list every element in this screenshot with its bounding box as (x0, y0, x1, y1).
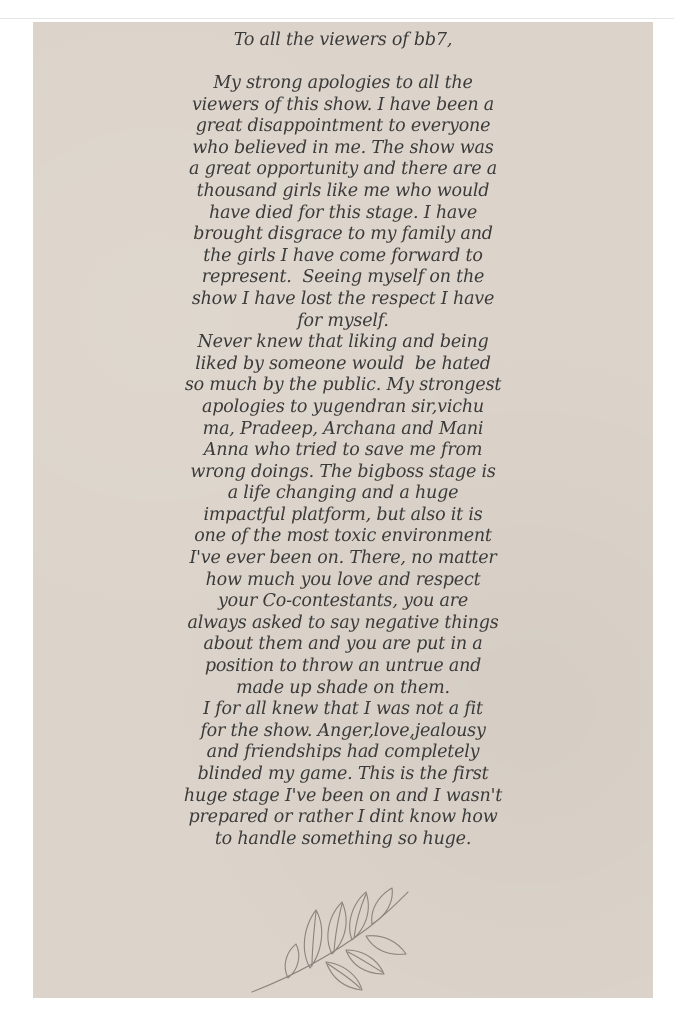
letter-line: apologies to yugendran sir,vichu (202, 396, 484, 417)
letter-greeting: To all the viewers of bb7, (233, 30, 453, 50)
letter-line: viewers of this show. I have been a (191, 94, 495, 115)
paragraph-gap (33, 52, 653, 73)
letter-line: position to throw an untrue and (204, 656, 482, 677)
letter-line: for the show. Anger,love,jealousy (200, 720, 486, 741)
letter-line: one of the most toxic environment (194, 526, 492, 547)
letter-line: Anna who tried to save me from (203, 440, 483, 461)
letter-line: show I have lost the respect I have (191, 288, 495, 309)
letter-line: always asked to say negative things (187, 612, 499, 633)
letter-line: I've ever been on. There, no matter (189, 548, 497, 569)
letter-line: thousand girls like me who would (196, 180, 490, 201)
letter-line: how much you love and respect (205, 569, 481, 590)
letter-line: made up shade on them. (236, 677, 450, 698)
letter-line: impactful platform, but also it is (203, 504, 483, 525)
letter-line: about them and you are put in a (203, 634, 483, 655)
letter-line: My strong apologies to all the (213, 73, 473, 93)
letter-line: huge stage I've been on and I wasn't (183, 785, 503, 806)
leaf-branch-icon (248, 880, 418, 1000)
letter-line: to handle something so huge. (214, 828, 472, 849)
letter-line: great disappointment to everyone (195, 116, 491, 137)
letter-card (33, 22, 653, 998)
letter-line: I for all knew that I was not a fit (203, 699, 483, 720)
letter-line: blinded my game. This is the first (197, 764, 489, 784)
divider (0, 18, 674, 19)
letter-line: so much by the public. My strongest (184, 375, 502, 396)
letter-lines (33, 73, 653, 850)
letter-line: prepared or rather I dint know how (188, 807, 498, 828)
letter-line: ma, Pradeep, Archana and Mani (202, 418, 484, 439)
letter-line: your Co-contestants, you are (217, 591, 469, 612)
letter-line: a great opportunity and there are a (188, 159, 497, 180)
letter-line: brought disgrace to my family and (193, 224, 493, 245)
letter-line: liked by someone would be hated (195, 353, 491, 374)
letter-line: and friendships had completely (206, 742, 480, 763)
letter-line: for myself. (297, 310, 389, 331)
letter-line: have died for this stage. I have (209, 202, 477, 223)
letter-line: represent. Seeing myself on the (201, 267, 485, 288)
letter-body (33, 30, 653, 850)
letter-line: who believed in me. The show was (192, 137, 494, 158)
letter-line: wrong doings. The bigboss stage is (190, 461, 496, 482)
letter-line: Never knew that liking and being (197, 332, 489, 353)
letter-line: the girls I have come forward to (203, 245, 483, 266)
letter-line: a life changing and a huge (227, 483, 459, 504)
